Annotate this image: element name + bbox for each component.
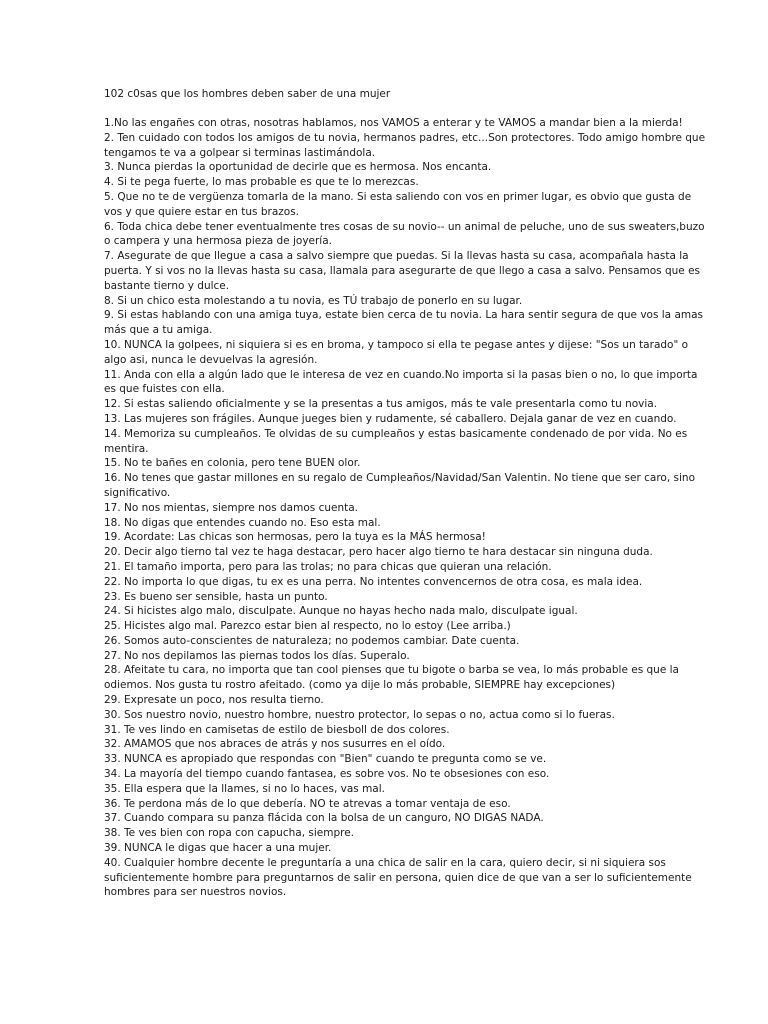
list-item: 8. Si un chico esta molestando a tu novia, es TÚ trabajo de ponerlo en su lugar.	[104, 294, 523, 307]
list-item: 2. Ten cuidado con todos los amigos de tu novia, hermanos padres, etc...Son protectores. Todo amigo hombre que tengamos te va a golpear si terminas lastimándola.	[104, 131, 706, 159]
list-item: 28. Afeitate tu cara, no importa que tan cool pienses que tu bigote o barba se vea, lo más probable es que la odiemos. Nos gusta tu rostro afeitado. (como ya dije lo más probable, SIEMPRE hay excepciones)	[104, 664, 679, 692]
list-item: 18. No digas que entendes cuando no. Eso esta mal.	[104, 516, 381, 529]
list-item: 32. AMAMOS que nos abraces de atrás y nos susurres en el oído.	[104, 738, 446, 751]
item-list	[104, 116, 708, 900]
list-item: 34. La mayoría del tiempo cuando fantasea, es sobre vos. No te obsesiones con eso.	[104, 768, 550, 781]
list-item: 14. Memoriza su cumpleaños. Te olvidas de su cumpleaños y estas basicamente condenado de por vida. No es mentira.	[104, 427, 688, 455]
list-item: 7. Asegurate de que llegue a casa a salvo siempre que puedas. Si la llevas hasta su casa, acompañala hasta la puerta. Y si vos no la llevas hasta su casa, llamala para asegurarte de que llego a casa a salvo. Pensamos que es bastante tierno y dulce.	[104, 250, 701, 292]
list-item: 33. NUNCA es apropiado que respondas con "Bien" cuando te pregunta como se ve.	[104, 753, 547, 766]
list-item: 17. No nos mientas, siempre nos damos cuenta.	[104, 501, 358, 514]
list-item: 16. No tenes que gastar millones en su regalo de Cumpleaños/Navidad/San Valentin. No tiene que ser caro, sino significativo.	[104, 472, 695, 499]
list-item: 5. Que no te de vergüenza tomarla de la mano. Si esta saliendo con vos en primer lugar, es obvio que gusta de vos y que quiere estar en tus brazos.	[104, 190, 692, 218]
list-item: 12. Si estas saliendo oficialmente y se la presentas a tus amigos, más te vale presentarla como tu novia.	[104, 398, 658, 411]
list-item: 40. Cualquier hombre decente le preguntaría a una chica de salir en la cara, quiero decir, si ni siquiera sos suficientemente hombre para preguntarnos de salir en persona, quien dice de que van a ser lo suficientemente hombres para ser nuestros novios.	[104, 856, 692, 899]
list-item: 37. Cuando compara su panza flácida con la bolsa de un canguro, NO DIGAS NADA.	[104, 812, 544, 825]
list-item: 11. Anda con ella a algún lado que le interesa de vez en cuando.No importa si la pasas bien o no, lo que importa es que fuistes con ella.	[104, 368, 698, 396]
list-item: 29. Expresate un poco, nos resulta tierno.	[104, 694, 324, 707]
list-item: 23. Es bueno ser sensible, hasta un punto.	[104, 590, 328, 603]
list-item: 24. Si hicistes algo malo, disculpate. Aunque no hayas hecho nada malo, disculpate igual.	[104, 605, 578, 618]
list-item: 26. Somos auto-conscientes de naturaleza; no podemos cambiar. Date cuenta.	[104, 634, 520, 647]
list-item: 31. Te ves lindo en camisetas de estilo de biesboll de dos colores.	[104, 723, 450, 736]
document-title: 102 c0sas que los hombres deben saber de una mujer	[104, 88, 391, 100]
list-item: 6. Toda chica debe tener eventualmente tres cosas de su novio-- un animal de peluche, uno de sus sweaters,buzo o campera y una hermosa pieza de joyería.	[104, 220, 705, 248]
list-item: 21. El tamaño importa, pero para las trolas; no para chicas que quieran una relación.	[104, 560, 552, 573]
list-item: 13. Las mujeres son frágiles. Aunque jueges bien y rudamente, sé caballero. Dejala ganar de vez en cuando.	[104, 412, 677, 425]
list-item: 1.No las engañes con otras, nosotras hablamos, nos VAMOS a enterar y te VAMOS a mandar bien a la mierda!	[104, 117, 683, 129]
list-item: 30. Sos nuestro novio, nuestro hombre, nuestro protector, lo sepas o no, actua como si lo fueras.	[104, 708, 615, 721]
list-item: 19. Acordate: Las chicas son hermosas, pero la tuya es la MÁS hermosa!	[104, 531, 486, 544]
list-item: 35. Ella espera que la llames, si no lo haces, vas mal.	[104, 782, 385, 795]
list-item: 10. NUNCA la golpees, ni siquiera si es en broma, y tampoco si ella te pegase antes y dijese: "Sos un tarado" o algo asi, nunca le devuelvas la agresión.	[104, 338, 689, 366]
list-item: 15. No te bañes en colonia, pero tene BUEN olor.	[104, 457, 361, 470]
list-item: 36. Te perdona más de lo que debería. NO te atrevas a tomar ventaja de eso.	[104, 797, 511, 810]
list-item: 27. No nos depilamos las piernas todos los días. Superalo.	[104, 649, 410, 662]
list-item: 4. Si te pega fuerte, lo mas probable es que te lo merezcas.	[104, 176, 419, 189]
list-item: 25. Hicistes algo mal. Parezco estar bien al respecto, no lo estoy (Lee arriba.)	[104, 620, 511, 633]
list-item: 38. Te ves bien con ropa con capucha, siempre.	[104, 827, 354, 840]
list-item: 3. Nunca pierdas la oportunidad de decirle que es hermosa. Nos encanta.	[104, 161, 492, 174]
list-item: 9. Si estas hablando con una amiga tuya, estate bien cerca de tu novia. La hara sentir segura de que vos la amas más que a tu amiga.	[104, 309, 704, 337]
list-item: 20. Decir algo tierno tal vez te haga destacar, pero hacer algo tierno te hara destacar sin ninguna duda.	[104, 546, 653, 559]
list-item: 22. No importa lo que digas, tu ex es una perra. No intentes convencernos de otra cosa, es mala idea.	[104, 575, 643, 588]
list-item: 39. NUNCA le digas que hacer a una mujer.	[104, 842, 332, 855]
